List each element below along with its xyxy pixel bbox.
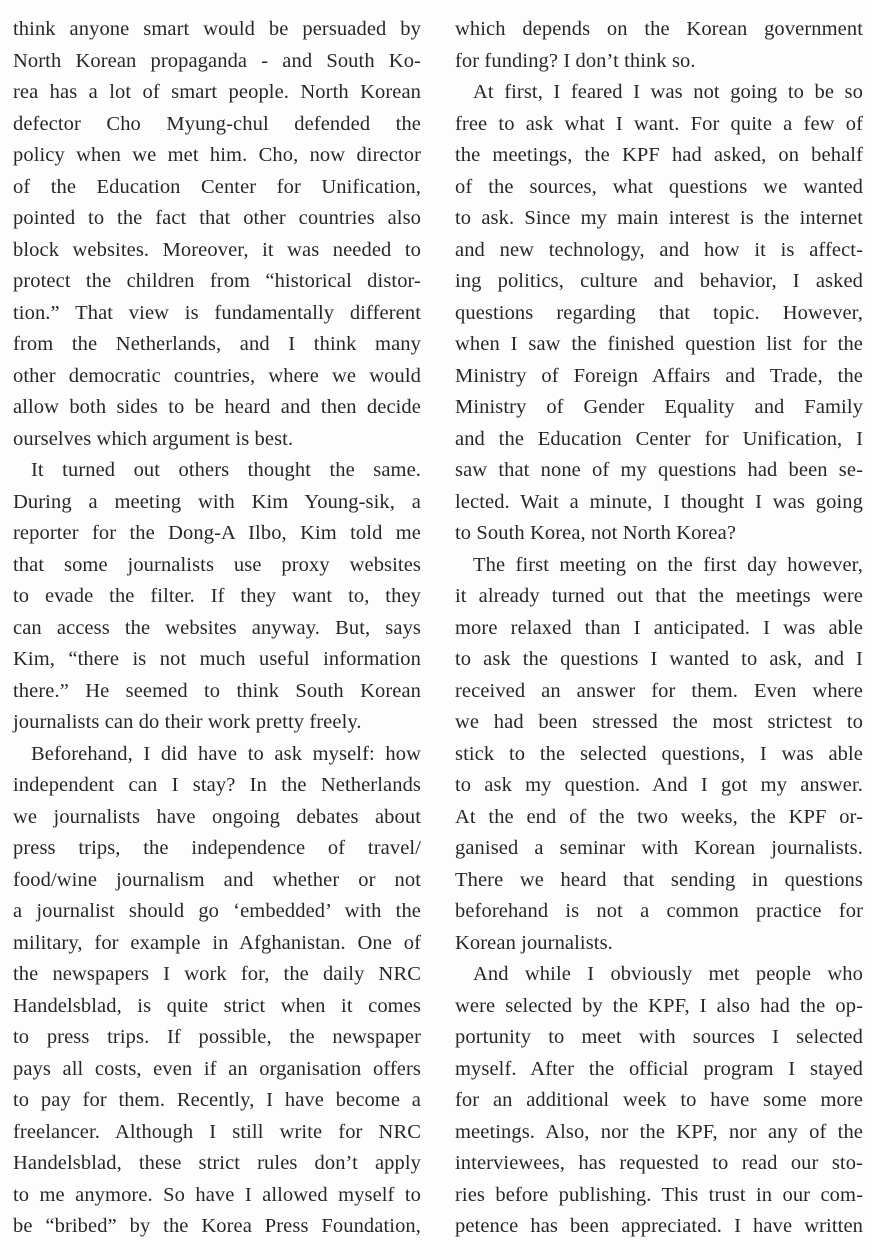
text-line: interviewees, has requested to read our sto- [455,1152,863,1174]
text-line: myself. After the official program I stayed [455,1057,863,1080]
text-line: policy when we met him. Cho, now director [13,144,421,166]
text-line: The first meeting on the first day however, [473,553,863,576]
text-line: received an answer for them. Even where [455,679,863,702]
text-line: a journalist should go ‘embedded’ with the [13,900,421,922]
text-line: North Korean propaganda - and South Ko- [13,49,421,72]
text-line: There we heard that sending in questions [455,868,863,891]
text-line: from the Netherlands, and I think many [13,333,421,355]
text-line: And while I obviously met people who [473,963,863,985]
text-line: stick to the selected questions, I was able [455,742,863,765]
text-line: of the sources, what questions we wanted [455,175,863,198]
text-line: reporter for the Dong-A Ilbo, Kim told me [13,522,421,544]
text-line: it already turned out that the meetings were [455,585,863,607]
text-line: the meetings, the KPF had asked, on behalf [455,144,863,166]
text-line: Ministry of Foreign Affairs and Trade, the [455,364,863,387]
text-line: that some journalists use proxy websites [13,553,421,576]
text-line: independent can I stay? In the Netherlands [13,774,421,796]
text-line: Korean journalists. [455,931,613,954]
text-line: ries before publishing. This trust in our com- [455,1183,863,1206]
text-line: and new technology, and how it is affect- [455,238,863,261]
text-line: other democratic countries, where we would [13,364,421,387]
text-line: think anyone smart would be persuaded by [13,18,421,40]
text-line: ganised a seminar with Korean journalists. [455,837,863,859]
text-line: freelancer. Although I still write for NRC [13,1120,421,1143]
paragraph [455,14,863,77]
text-line: beforehand is not a common practice for [455,900,863,922]
text-line: be “bribed” by the Korea Press Foundation, [13,1215,421,1237]
paragraph [455,959,863,1243]
text-line: pays all costs, even if an organisation offers [13,1057,421,1080]
text-line: can access the websites anyway. But, says [13,616,421,639]
text-line: allow both sides to be heard and then decide [13,396,421,418]
text-line: of the Education Center for Unification, [13,175,421,198]
text-line: press trips, the independence of travel/ [13,837,421,859]
text-column-left [13,14,421,1243]
paragraph [455,77,863,550]
text-line: Handelsblad, is quite strict when it comes [13,994,421,1017]
paragraph [13,739,421,1243]
text-line: It turned out others thought the same. [31,459,421,481]
text-line: to ask my question. And I got my answer. [455,774,863,796]
text-line: we journalists have ongoing debates about [13,805,421,828]
text-line: to ask the questions I wanted to ask, and I [455,648,863,670]
text-line: the newspapers I work for, the daily NRC [13,963,421,985]
text-line: free to ask what I want. For quite a few of [455,112,863,135]
text-line: At the end of the two weeks, the KPF or- [455,805,863,828]
text-line: which depends on the Korean government [455,18,863,40]
text-line: food/wine journalism and whether or not [13,868,421,891]
text-line: there.” He seemed to think South Korean [13,679,421,702]
text-line: protect the children from “historical distor- [13,270,421,292]
text-line: to press trips. If possible, the newspaper [13,1026,421,1048]
text-line: ing politics, culture and behavior, I asked [455,270,863,292]
text-line: more relaxed than I anticipated. I was able [455,616,863,639]
text-line: to South Korea, not North Korea? [455,522,737,544]
text-line: Kim, “there is not much useful information [13,648,421,670]
text-line: saw that none of my questions had been se- [455,459,863,481]
text-line: petence has been appreciated. I have written [455,1215,863,1237]
paragraph [455,550,863,960]
text-line: for funding? I don’t think so. [455,49,696,72]
text-line: to ask. Since my main interest is the internet [455,207,863,229]
text-line: when I saw the finished question list for the [455,333,863,355]
text-line: At first, I feared I was not going to be so [473,81,863,103]
text-line: pointed to the fact that other countries also [13,207,421,229]
text-line: Handelsblad, these strict rules don’t apply [13,1152,421,1174]
paragraph [13,455,421,739]
text-line: meetings. Also, nor the KPF, nor any of the [455,1120,863,1143]
text-line: to evade the filter. If they want to, they [13,585,421,607]
text-line: block websites. Moreover, it was needed to [13,238,421,261]
text-line: for an additional week to have some more [455,1089,863,1111]
text-line: rea has a lot of smart people. North Korean [13,81,421,103]
text-line: defector Cho Myung-chul defended the [13,112,421,135]
text-line: and the Education Center for Unification, I [455,427,863,450]
text-line: to me anymore. So have I allowed myself to [13,1183,421,1206]
text-line: Ministry of Gender Equality and Family [455,396,863,418]
text-line: tion.” That view is fundamentally different [13,301,421,324]
text-column-right [455,14,863,1243]
text-line: Beforehand, I did have to ask myself: how [31,742,421,765]
text-line: During a meeting with Kim Young-sik, a [13,490,421,513]
text-line: questions regarding that topic. However, [455,301,863,324]
text-line: ourselves which argument is best. [13,427,294,450]
text-line: we had been stressed the most strictest to [455,711,863,733]
text-line: journalists can do their work pretty freely. [13,711,362,733]
text-line: lected. Wait a minute, I thought I was going [455,490,863,513]
paragraph [13,14,421,455]
text-line: portunity to meet with sources I selected [455,1026,863,1048]
text-line: were selected by the KPF, I also had the op- [455,994,863,1017]
text-line: to pay for them. Recently, I have become a [13,1089,421,1111]
text-line: military, for example in Afghanistan. One of [13,931,421,954]
